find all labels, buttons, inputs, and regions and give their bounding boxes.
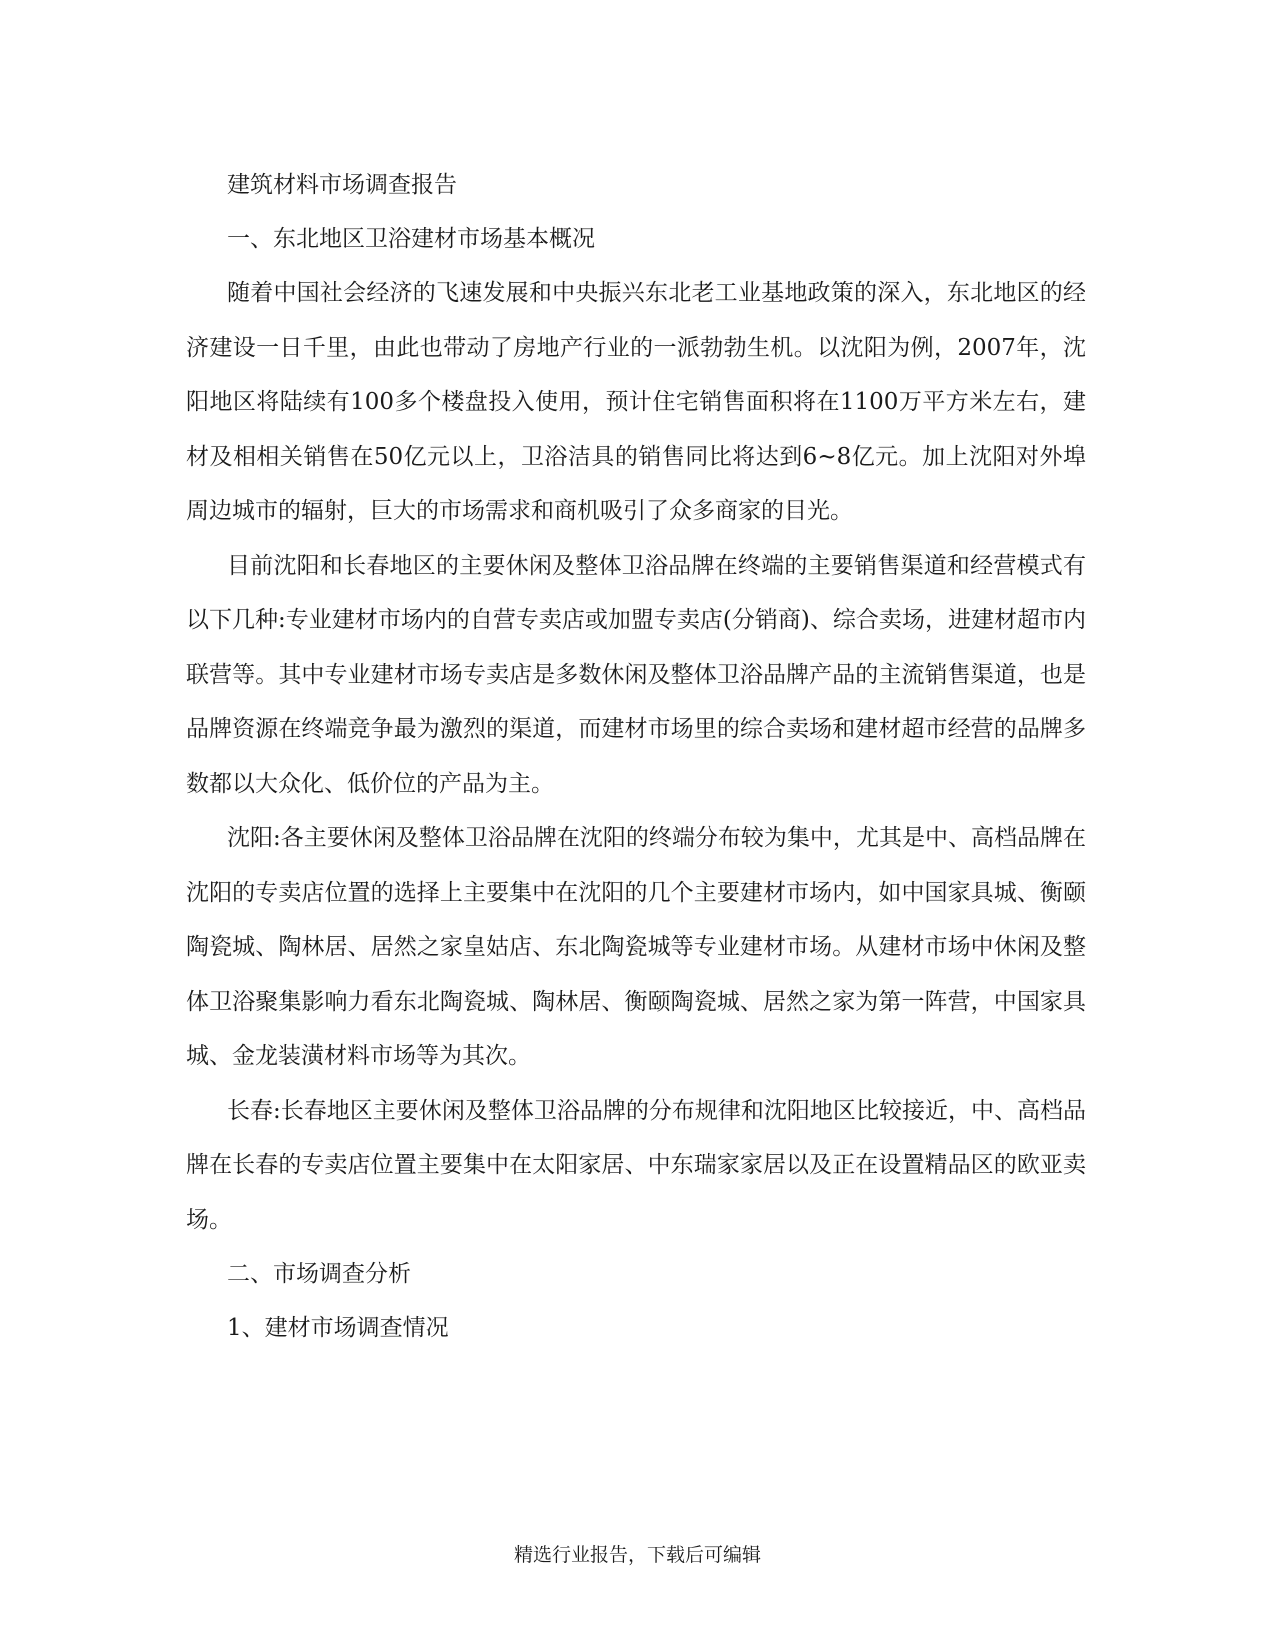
paragraph-3: 沈阳:各主要休闲及整体卫浴品牌在沈阳的终端分布较为集中，尤其是中、高档品牌在沈阳的专卖店位置的选择上主要集中在沈阳的几个主要建材市场内，如中国家具城、衡颐陶瓷城、陶林居、居然之家皇姑店、东北陶瓷城等专业建材市场。从建材市场中休闲及整体卫浴聚集影响力看东北陶瓷城、陶林居、衡颐陶瓷城、居然之家为第一阵营，中国家具城、金龙装潢材料市场等为其次。 <box>186 825 1086 1069</box>
document-title: 建筑材料市场调查报告 <box>227 172 457 198</box>
paragraph-4: 长春:长春地区主要休闲及整体卫浴品牌的分布规律和沈阳地区比较接近，中、高档品牌在长春的专卖店位置主要集中在太阳家居、中东瑞家家居以及正在设置精品区的欧亚卖场。 <box>186 1097 1086 1233</box>
section-heading-2: 二、市场调查分析 <box>227 1261 411 1287</box>
section-heading-1: 一、东北地区卫浴建材市场基本概况 <box>227 226 595 252</box>
subsection-heading-1: 1、建材市场调查情况 <box>227 1315 449 1341</box>
page-footer: 精选行业报告，下载后可编辑 <box>513 1544 761 1566</box>
document-body <box>186 158 1086 1355</box>
paragraph-1: 随着中国社会经济的飞速发展和中央振兴东北老工业基地政策的深入，东北地区的经济建设一日千里，由此也带动了房地产行业的一派勃勃生机。以沈阳为例，2007年，沈阳地区将陆续有100多个楼盘投入使用，预计住宅销售面积将在1100万平方米左右，建材及相相关销售在50亿元以上，卫浴洁具的销售同比将达到6~8亿元。加上沈阳对外埠周边城市的辐射，巨大的市场需求和商机吸引了众多商家的目光。 <box>186 280 1086 524</box>
paragraph-2: 目前沈阳和长春地区的主要休闲及整体卫浴品牌在终端的主要销售渠道和经营模式有以下几种:专业建材市场内的自营专卖店或加盟专卖店(分销商)、综合卖场，进建材超市内联营等。其中专业建材市场专卖店是多数休闲及整体卫浴品牌产品的主流销售渠道，也是品牌资源在终端竞争最为激烈的渠道，而建材市场里的综合卖场和建材超市经营的品牌多数都以大众化、低价位的产品为主。 <box>186 552 1086 797</box>
